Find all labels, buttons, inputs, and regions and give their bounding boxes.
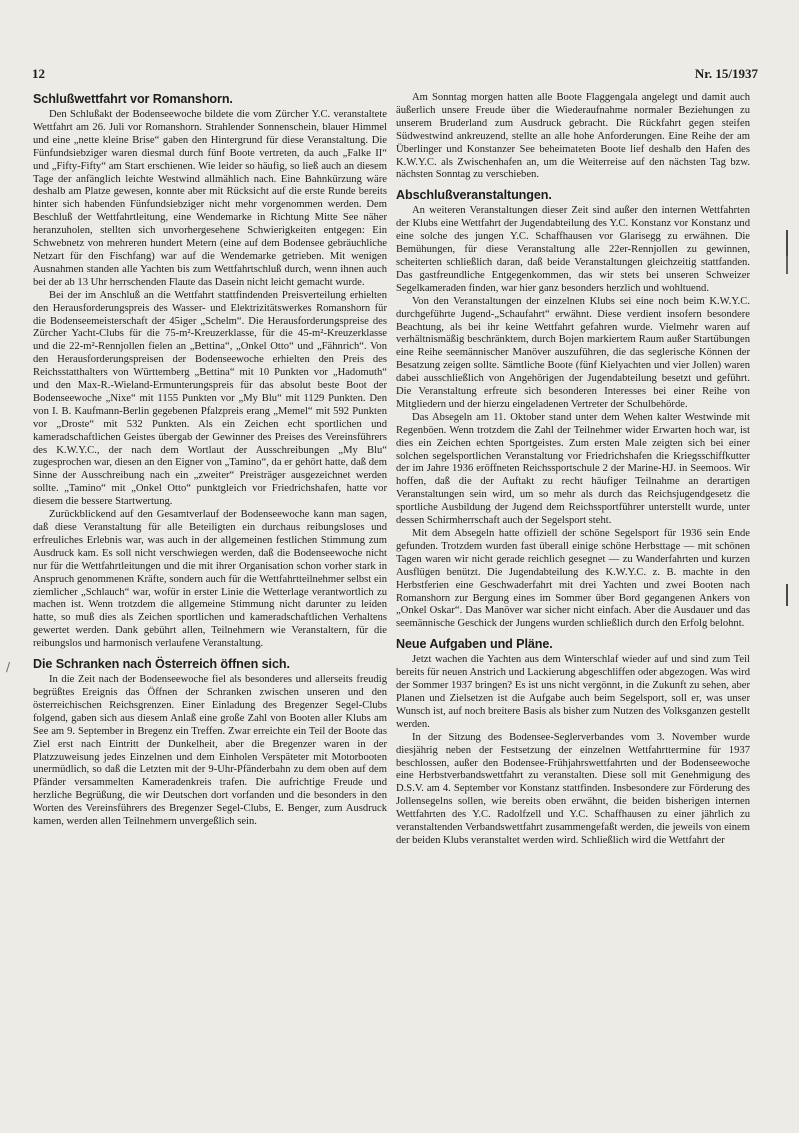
issue-number: Nr. 15/1937 xyxy=(694,66,758,81)
paragraph: An weiteren Veranstaltungen dieser Zeit sind außer den internen Wettfahrten der Klubs eine Wettfahrt der Jugendabteilung des Y.C. Konstanz vor Konstanz und eine solche des jungen Y.C. Schaffhausen vor Glarisegg zu erwähnen. Die Bemühungen, für diese Veranstaltung alle 22er-Rennjollen zu gewinnen, scheiterten schließlich daran, daß beide Veranstaltungen gleichzeitig stattfanden. Das gastfreundliche Entgegenkommen, das wir stets bei unseren Schweizer Segelkameraden finden, war hier ganz besonders herzlich und wohltuend. xyxy=(396,205,750,294)
margin-pencil-mark xyxy=(786,230,788,256)
section-heading-schranken: Die Schranken nach Österreich öffnen sich. xyxy=(33,657,290,672)
margin-pencil-mark xyxy=(786,584,788,606)
left-column xyxy=(33,92,387,829)
margin-pencil-mark xyxy=(786,256,788,274)
paragraph: Zurückblickend auf den Gesamtverlauf der Bodenseewoche kann man sagen, daß diese Veranstaltung für alle Beteiligten ein durchaus reibungsloses und erfreuliches Erlebnis war, was auch in der allgemeinen festlichen Stimmung zum Ausdruck kam. Es soll nicht verschwiegen werden, daß die Bodenseewoche nicht nur für die Wettfahrtleitungen und die mit ihrer Organisation schon vorher stark in Anspruch genommenen Kräfte, sondern auch für die Wettfahrtteilnehmer selbst ein ziemlicher „Schlauch“ war, wofür in erster Linie die Wetterlage verantwortlich zu machen ist. Wenn trotzdem die allgemeine Stimmung nicht darunter zu leiden hatte, so muß dies als Zeichen sportlichen und kameradschaftlichen Verhaltens gewertet werden. Dank gebührt allen, Teilnehmern wie Veranstaltern, für die reibungslos und harmonisch verlaufene Veranstaltung. xyxy=(33,509,387,650)
section-heading-schlusswettfahrt: Schlußwettfahrt vor Romanshorn. xyxy=(33,92,233,106)
paragraph: Von den Veranstaltungen der einzelnen Klubs sei eine noch beim K.W.Y.C. durchgeführte Jugend-„Schaufahrt“ erwähnt. Diese verdient insofern besondere Beachtung, als bei ihr keine Wettfahrt gefahren wurde. Vielmehr waren auf verhältnismäßig beschränktem, durch Bojen markiertem Raum außer Startübungen eine Reihe seemännischer Manöver auszuführen, die das seglerische Können der Besatzung zeigen sollte. Sämtliche Boote (fünf Kielyachten und vier Jollen) waren dabei ausschließlich von Angehörigen der Jugendabteilung besetzt und geführt. Die Veranstaltung erfreute sich besonderen Interesses bei einer Reihe von Mitgliedern und der hierzu eingeladenen Vertreter der Schulbehörde. xyxy=(396,295,750,410)
section-heading-neue-aufgaben: Neue Aufgaben und Pläne. xyxy=(396,637,553,652)
paragraph: Das Absegeln am 11. Oktober stand unter dem Wehen kalter Westwinde mit Regenböen. Wenn trotzdem die Zahl der Teilnehmer wider Erwarten hoch war, ist dies ein Zeichen echten Sportgeistes. Zum ersten Male zeigten sich bei einer solchen segelsportlichen Veranstaltung vor Friedrichshafen die Kriegsschiffkutter der im Jahre 1936 eröffneten Reichssportschule 2 der Marine-HJ. in Seemoos. Wir hoffen, daß die der Auftakt zu recht häufiger Teilnahme an derartigen Veranstaltungen sein wird, um so mehr als durch das Reichsjugendgesetz die sportliche Ausbildung der Jugend dem Reichssportführer unterstellt wurde, unter dessen Schirmherrschaft auch der Segelsport steht. xyxy=(396,411,750,527)
paragraph: Am Sonntag morgen hatten alle Boote Flaggengala angelegt und damit auch äußerlich unsere Freude über die Wiederaufnahme normaler Beziehungen zu unserem Bruderland zum Ausdruck gebracht. Die Rückfahrt gegen steifen Südwestwind ankreuzend, stellte an alle hohe Anforderungen. Eine Reihe der am Überlinger und Konstanzer See beheimateten Boote lief deshalb den Hafen des K.W.Y.C. als Zwischenhafen an, um die Weiterreise auf den nächsten Tag bzw. nächsten Sonntag zu verschieben. xyxy=(396,92,750,181)
paragraph: In die Zeit nach der Bodenseewoche fiel als besonderes und allerseits freudig begrüßtes Ereignis das Öffnen der Schranken zwischen unseren und den österreichischen Reichsgrenzen. Einer Einladung des Bregenzer Segel-Clubs folgend, gaben sich aus diesem Anlaß eine große Zahl von Booten aller Klubs am See am 9. September in Bregenz ein Treffen. Zwar erreichte ein Teil der Boote das Ziel erst nach Eintritt der Dunkelheit, aber die Bregenzer waren in der Platzzuweisung jedes Einzelnen und dem Einholen Verspäteter mit Motorbooten unermüdlich, so daß die Letzten mit der 9-Uhr-Pfänderbahn zu dem oben auf dem Pfänder versammelten Kameradenkreis trafen. Die aufrichtige Freude und herzliche Begrüßung, die wir Deutschen dort vorfanden und die besonders in den Worten des Vereinsführers des Bregenzer Segel-Clubs, E. Benger, zum Ausdruck kamen, werden allen Teilnehmern unvergeßlich sein. xyxy=(33,674,387,828)
page-number: 12 xyxy=(32,66,45,81)
paragraph: Bei der im Anschluß an die Wettfahrt stattfindenden Preisverteilung erhielten den Herausforderungspreis des Wasser- und Elektrizitätswerkes Romanshorn für die Bodenseemeisterschaft der 45iger „Schelm“. Die Herausforderungspreise des Zürcher Yacht-Clubs für die 75-m²-Kreuzerklasse, für die 45-m²-Kreuzerklasse und die 22-m²-Rennjollen fielen an „Bettina“, „Onkel Otto“ und „Fähnrich“. Von den Herausforderungspreisen der Bodenseewoche erhielten den Preis des Reichsstatthalters von Württemberg „Bettina“ mit 10 Punkten vor „Hadomuth“ und den Max-R.-Wieland-Ermunterungspreis für das absolut beste Boot der Bodenseewoche „Nixe“ mit 1155 Punkten vor „My Blu“ mit 1129 Punkten. Den von I. B. Kaufmann-Berlin gegebenen Pfalzpreis erang „Memel“ mit 592 Punkten vor „Droste“ mit 532 Punkten. Als ein Zeichen echt sportlichen und kameradschaftlichen Geistes übergab der Gewinner des Preises des Vereinsführers des K.W.Y.C., der nach dem Wortlaut der Ausschreibungen „My Blu“ zugesprochen war, diesen an den Eigner von „Tamino“, da er gehört hatte, daß dem Sinne der Ausschreibung nach ein „zweiter“ Preisträger ausgezeichnet werden sollte. „Tamino“ mit „Onkel Otto“ punktgleich vor Friedrichshafen, hatte vor diesem die bessere Startwertung. xyxy=(33,289,387,508)
right-column xyxy=(396,92,750,848)
pencil-tick-mark: / xyxy=(6,660,11,674)
paragraph: In der Sitzung des Bodensee-Seglerverbandes vom 3. November wurde diesjährig neben der Festsetzung der einzelnen Wettfahrttermine für 1937 beschlossen, außer den Bodensee-Frühjahrswettfahrten und der Bodenseewoche eine Herbstverbandswettfahrt zu veranstalten. Diese soll mit Genehmigung des D.S.V. am 4. September vor Konstanz stattfinden. Insbesondere zur Förderung des Jollensegelns sollen, wie bereits oben erwähnt, die beiden bisherigen internen Wettfahrten des Y.C. Radolfzell und Y.C. Schaffhausen zu einer jährlich zu veranstaltenden Verbandswettfahrt zusammengefaßt werden, die jeweils von einem der beiden Klubs veranstaltet werden wird. Schließlich wird die Wettfahrt der xyxy=(396,731,750,846)
paragraph: Den Schlußakt der Bodenseewoche bildete die vom Zürcher Y.C. veranstaltete Wettfahrt am 26. Juli vor Romanshorn. Strahlender Sonnenschein, blauer Himmel und eine „nette kleine Brise“ gaben den Hintergrund für diese Veranstaltung. Die Fünfundsiebziger waren diesmal durch fünf Boote vertreten, da auch „Falke II“ und „Fifty-Fifty“ am Start erschienen. Wie leider so häufig, so ließ auch an diesem Tage der anfänglich leichte Westwind allmählich nach. Eine Bahnkürzung wäre deshalb am Platze gewesen, konnte aber mit Rücksicht auf die erste Runde bereits hinter sich habenden Fünfundsiebziger nicht mehr vorgenommen werden. Dem Beschluß der Wettfahrtleitung, eine Wendemarke in Richtung Mitte See näher heranzuholen, stellten sich unvorhergesehene Schwierigkeiten entgegen: Ein Schwebnetz von mehreren hundert Metern (eine auf dem Bodensee gebräuchliche Netzart für den Fischfang) war auf die Wendemarke getrieben. Mit wenigen Ausnahmen standen alle Yachten bis zum Wettfahrtschluß durch, wenn ihnen auch bei der ab 13 Uhr herrschenden Flaute das Dasein nicht leicht gemacht wurde. xyxy=(33,109,387,288)
section-heading-abschluss: Abschlußveranstaltungen. xyxy=(396,188,552,203)
paragraph: Jetzt wachen die Yachten aus dem Winterschlaf wieder auf und sind zum Teil bereits für neuen Anstrich und Lackierung abgeschliffen oder abgezogen. Was wird der Sommer 1937 bringen? Es ist uns nicht vergönnt, in die Zukunft zu sehen, aber Planen und Zielsetzen ist die Aufgabe auch beim Segelsport, soll er, was unser Wunsch ist, auf noch breitere Basis als bisher zum Nutzen des Volksganzen gestellt werden. xyxy=(396,654,750,730)
paragraph: Mit dem Absegeln hatte offiziell der schöne Segelsport für 1936 sein Ende gefunden. Trotzdem wurden fast überall einige schöne Herbsttage — mit schönen Tagen waren wir nicht gerade reichlich gesegnet — zu Wanderfahrten und kurzen Ausflügen benützt. Die Jugendabteilung des K.W.Y.C. z. B. machte in den Herbstferien eine Geschwaderfahrt mit drei Yachten und zwei Booten nach Romanshorn zur Bergung eines im Sommer über Bord gegangenen Ankers von „Onkel Oskar“. Das Manöver war sicher nicht einfach. Aber die Ausdauer und das seemännische Geschick der Jungens wurden schließlich durch den Erfolg belohnt. xyxy=(396,528,750,630)
